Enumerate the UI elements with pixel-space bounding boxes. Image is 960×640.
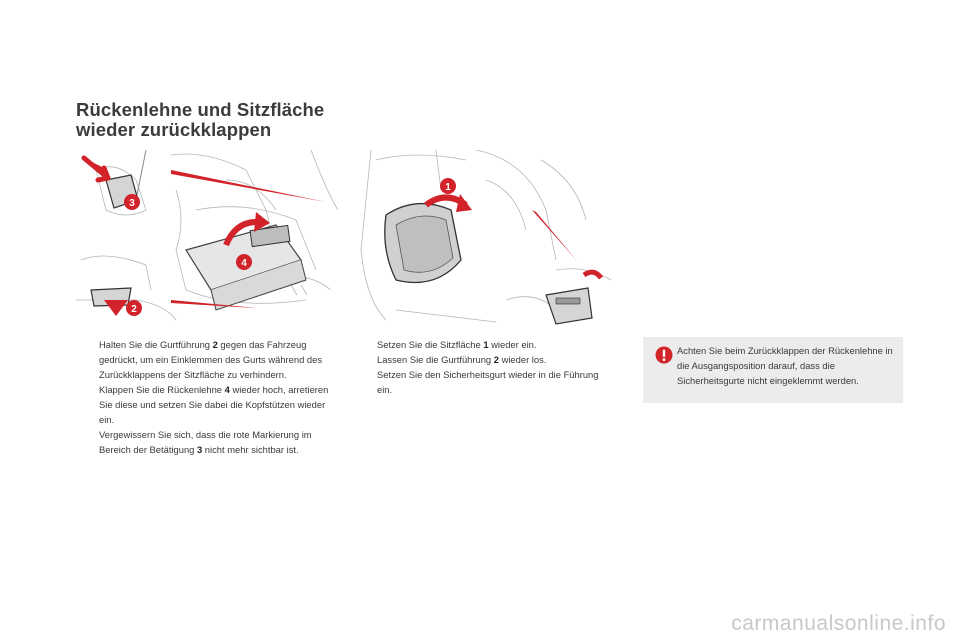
illustration-backrest-fold-up [76, 150, 338, 326]
callout-3 [124, 194, 140, 210]
step-right-1 [364, 337, 614, 352]
step-ref-number: 4 [224, 384, 230, 395]
step-text-pre: Halten Sie die Gurtführung [99, 339, 213, 350]
callout-1 [440, 178, 456, 194]
step-left-3 [86, 427, 336, 457]
step-text-post: gegen das Fahrzeug gedrückt, um ein Einklemmen des Gurts während des Zurückklappens der Sitzfläche zu verhindern. [99, 339, 323, 380]
step-right-2 [364, 352, 614, 367]
step-text-post: nicht mehr sichtbar ist. [202, 444, 299, 455]
warning-box [643, 337, 903, 403]
step-right-3 [364, 367, 614, 397]
step-text-pre: Lassen Sie die Gurtführung [377, 354, 494, 365]
step-ref-number: 2 [212, 339, 218, 350]
page-title-line-2: wieder zurückklappen [76, 119, 272, 140]
callout-3-label: 3 [129, 198, 135, 209]
step-text-pre: Setzen Sie den Sicherheitsgurt wieder in die Führung ein. [377, 369, 599, 395]
warning-text: Achten Sie beim Zurückklappen der Rückenlehne in die Ausgangsposition darauf, dass die Sicherheitsgurte nicht eingeklemmt werden. [677, 345, 893, 386]
step-ref-number: 3 [196, 444, 203, 455]
step-text-post: wieder los. [498, 354, 547, 365]
step-text-post: wieder hoch, arretieren Sie diese und setzen Sie dabei die Kopfstützen wieder ein. [99, 384, 329, 425]
illustration-left-svg [76, 150, 338, 326]
callout-2 [126, 300, 142, 316]
steps-list-right [364, 337, 614, 397]
step-ref-number: 2 [493, 354, 499, 365]
callout-4 [236, 254, 252, 270]
belt-guide-release [546, 288, 592, 324]
step-ref-number: 1 [483, 339, 489, 350]
page-title [76, 100, 324, 140]
separator-line [136, 150, 146, 200]
illustration-right-svg [356, 150, 620, 326]
steps-list-left [86, 337, 336, 457]
warning-exclamation-icon [655, 346, 673, 364]
step-left-1 [86, 337, 336, 382]
page-title-line-1: Rückenlehne und Sitzfläche [76, 99, 325, 120]
watermark: carmanualsonline.info [731, 612, 946, 635]
press-arrow-2-icon [104, 300, 128, 316]
step-left-2 [86, 382, 336, 427]
callout-1-label: 1 [445, 182, 451, 193]
seat-cushion [385, 204, 461, 283]
release-arrow-icon [584, 272, 601, 278]
callout-2-label: 2 [131, 304, 137, 315]
push-arrow-3-icon [84, 158, 108, 180]
step-text-pre: Vergewissern Sie sich, dass die rote Markierung im Bereich der Betätigung [99, 429, 312, 455]
step-text-pre: Setzen Sie die Sitzfläche [377, 339, 484, 350]
refit-arrowhead-1-icon [456, 194, 472, 212]
step-text-post: wieder ein. [488, 339, 537, 350]
illustration-seat-cushion-refit [356, 150, 620, 326]
callout-4-label: 4 [241, 258, 247, 269]
step-text-pre: Klappen Sie die Rückenlehne [99, 384, 225, 395]
